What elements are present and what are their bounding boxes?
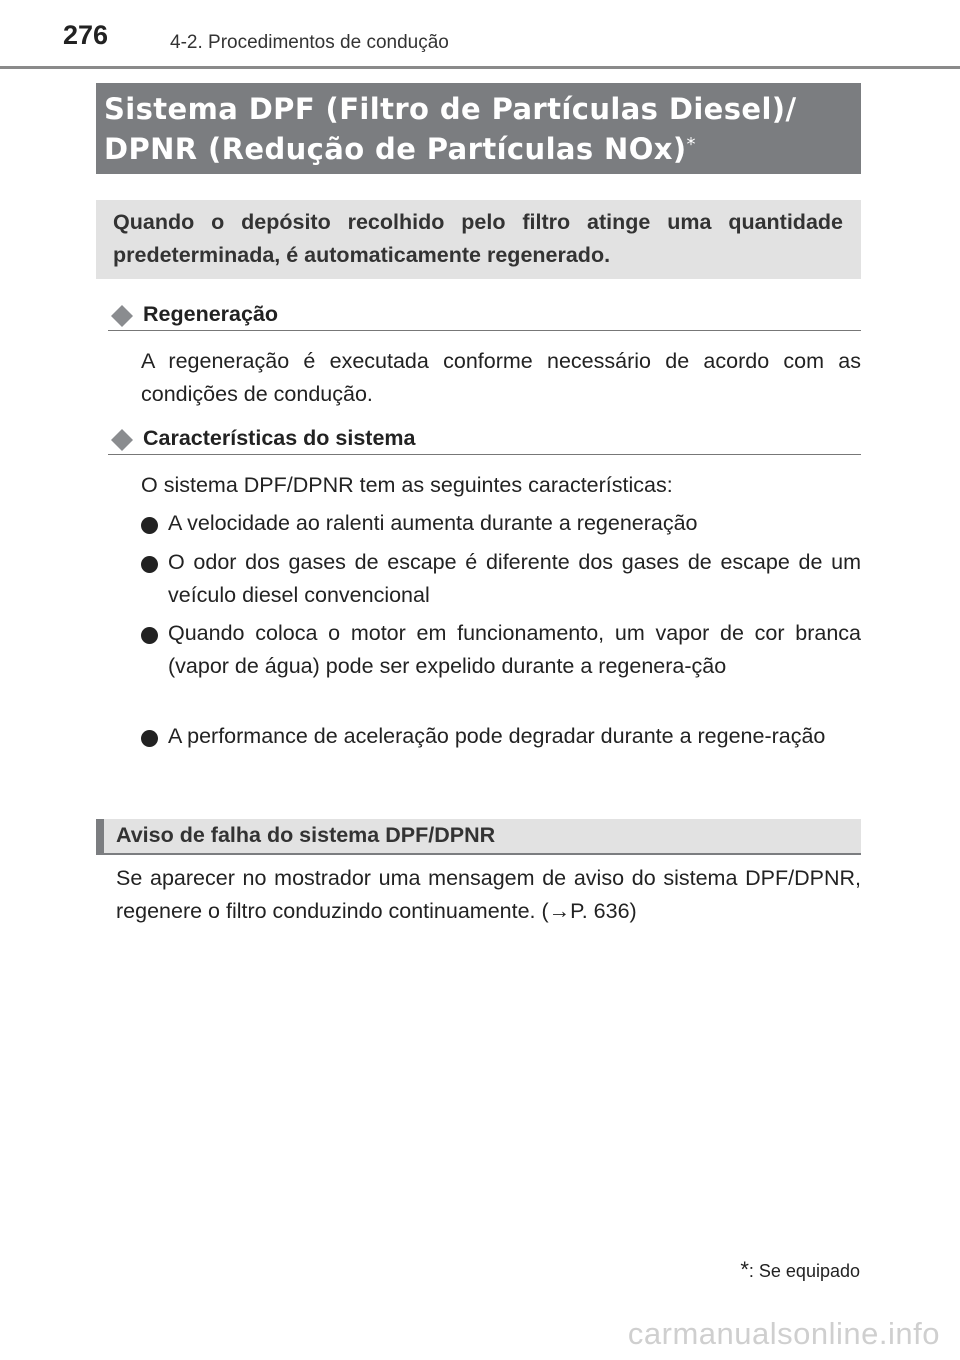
footnote [740, 1257, 860, 1283]
warning-heading: Aviso de falha do sistema DPF/DPNR [96, 819, 861, 855]
list-item-text: O odor dos gases de escape é diferente dos gases de escape de um veículo diesel convencional [168, 550, 861, 607]
regeneration-text: A regeneração é executada conforme necessário de acordo com as condições de condução. [141, 349, 861, 406]
section-path: 4-2. Procedimentos de condução [170, 32, 449, 53]
title-asterisk: * [686, 134, 696, 155]
subhead-regeneration [108, 300, 861, 331]
page-number: 276 [63, 20, 109, 50]
features-intro-text: O sistema DPF/DPNR tem as seguintes características: [141, 473, 673, 497]
list-item-text: A velocidade ao ralenti aumenta durante a regeneração [168, 511, 698, 535]
footnote-asterisk: * [740, 1257, 749, 1282]
diamond-icon [110, 304, 134, 328]
warning-text: Se aparecer no mostrador uma mensagem de aviso do sistema DPF/DPNR, regenere o filtro conduzindo continuamente. (→P. 636) [116, 866, 861, 923]
subhead-system-features [108, 424, 861, 455]
footnote-text: : Se equipado [748, 1261, 860, 1281]
diamond-icon [110, 428, 134, 452]
page-title-line1: Sistema DPF (Filtro de Partículas Diesel)/ [104, 92, 797, 126]
subhead-label: Regeneração [143, 302, 279, 326]
subhead-label: Características do sistema [143, 426, 416, 450]
list-item-text: A performance de aceleração pode degradar durante a regene-ração [168, 724, 826, 748]
page-title-line2: DPNR (Redução de Partículas NOx) [104, 132, 687, 166]
intro-box: Quando o depósito recolhido pelo filtro atinge uma quantidade predeterminada, é automaticamente regenerado. [96, 200, 861, 279]
page-header [0, 0, 960, 69]
bullet-dot-icon [141, 556, 158, 573]
bullet-dot-icon [141, 627, 158, 644]
list-item-text: Quando coloca o motor em funcionamento, um vapor de cor branca (vapor de água) pode ser expelido durante a regenera-ção [168, 621, 861, 678]
page-title [96, 83, 861, 174]
bullet-dot-icon [141, 730, 158, 747]
watermark: carmanualsonline.info [627, 1316, 940, 1351]
bullet-dot-icon [141, 517, 158, 534]
